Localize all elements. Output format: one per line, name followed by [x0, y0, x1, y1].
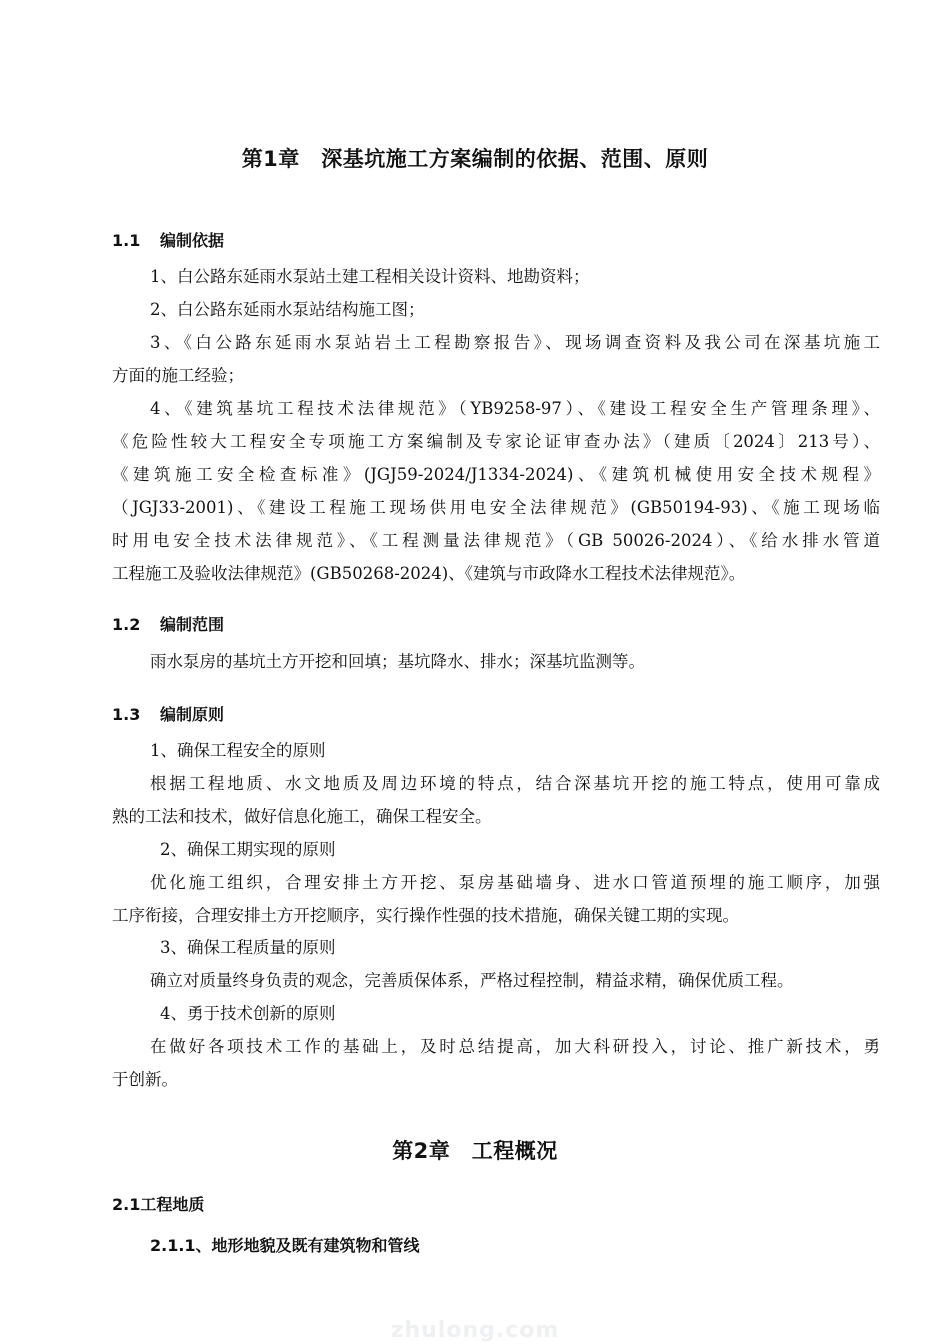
section-title: 编制原则 [160, 705, 225, 724]
principle-3-text: 确立对质量终身负责的观念，完善质保体系，严格过程控制，精益求精，确保优质工程。 [150, 971, 794, 990]
principle-2-title: 2、确保工期实现的原则 [160, 840, 336, 859]
principle-4-title: 4、勇于技术创新的原则 [160, 1004, 336, 1023]
subsection-2-1-1-heading: 2.1.1、地形地貌及既有建筑物和管线 [150, 1236, 420, 1255]
section-number: 1.1 [112, 231, 141, 250]
basis-item-4-line-4: （JGJ33-2001)、《建设工程施工现场供用电安全法律规范》(GB50194-93)、《施工现场临 [112, 498, 880, 517]
basis-item-3-line-1: 3、《白公路东延雨水泵站岩土工程勘察报告》、现场调查资料及我公司在深基坑施工 [150, 333, 880, 352]
principle-2-line-2: 工序衔接，合理安排土方开挖顺序，实行操作性强的技术措施，确保关键工期的实现。 [112, 906, 739, 925]
scope-text: 雨水泵房的基坑土方开挖和回填；基坑降水、排水；深基坑监测等。 [150, 652, 645, 671]
principle-3-title: 3、确保工程质量的原则 [160, 938, 336, 957]
watermark: zhulong.com [390, 1318, 560, 1343]
basis-item-4-line-5: 时用电安全技术法律规范》、《工程测量法律规范》（GB 50026-2024）、《给水排水管道 [112, 531, 880, 550]
chapter-2-title: 第2章 工程概况 [392, 1139, 558, 1163]
basis-item-4-line-1: 4、《建筑基坑工程技术法律规范》（YB9258-97）、《建设工程安全生产管理条理》、 [150, 399, 880, 418]
basis-item-1: 1、白公路东延雨水泵站土建工程相关设计资料、地勘资料； [150, 267, 590, 286]
basis-item-4-line-6: 工程施工及验收法律规范》(GB50268-2024)、《建筑与市政降水工程技术法律规范》。 [112, 564, 746, 583]
basis-item-3-line-2: 方面的施工经验； [112, 366, 244, 385]
section-title: 编制依据 [160, 231, 225, 250]
section-1-1-heading [112, 228, 224, 251]
principle-2-line-1: 优化施工组织，合理安排土方开挖、泵房基础墙身、进水口管道预埋的施工顺序，加强 [150, 873, 880, 892]
principle-1-line-1: 根据工程地质、水文地质及周边环境的特点，结合深基坑开挖的施工特点，使用可靠成 [150, 774, 880, 793]
chapter-1-title: 第1章 深基坑施工方案编制的依据、范围、原则 [241, 147, 709, 171]
basis-item-4-line-3: 《建筑施工安全检查标准》(JGJ59-2024/J1334-2024)、《建筑机械使用安全技术规程》 [112, 465, 880, 484]
section-2-1-heading: 2.1工程地质 [112, 1195, 205, 1214]
principle-1-line-2: 熟的工法和技术，做好信息化施工，确保工程安全。 [112, 807, 492, 826]
section-number: 1.2 [112, 615, 141, 634]
basis-item-2: 2、白公路东延雨水泵站结构施工图； [150, 300, 425, 319]
principle-1-title: 1、确保工程安全的原则 [150, 741, 326, 760]
principle-4-line-2: 于创新。 [112, 1070, 178, 1089]
section-1-2-heading [112, 612, 224, 635]
basis-item-4-line-2: 《危险性较大工程安全专项施工方案编制及专家论证审查办法》（建质〔2024〕213号）、 [112, 432, 880, 451]
principle-4-line-1: 在做好各项技术工作的基础上，及时总结提高，加大科研投入，讨论、推广新技术，勇 [150, 1037, 880, 1056]
section-number: 1.3 [112, 705, 141, 724]
section-1-3-heading [112, 702, 224, 725]
section-title: 编制范围 [160, 615, 225, 634]
